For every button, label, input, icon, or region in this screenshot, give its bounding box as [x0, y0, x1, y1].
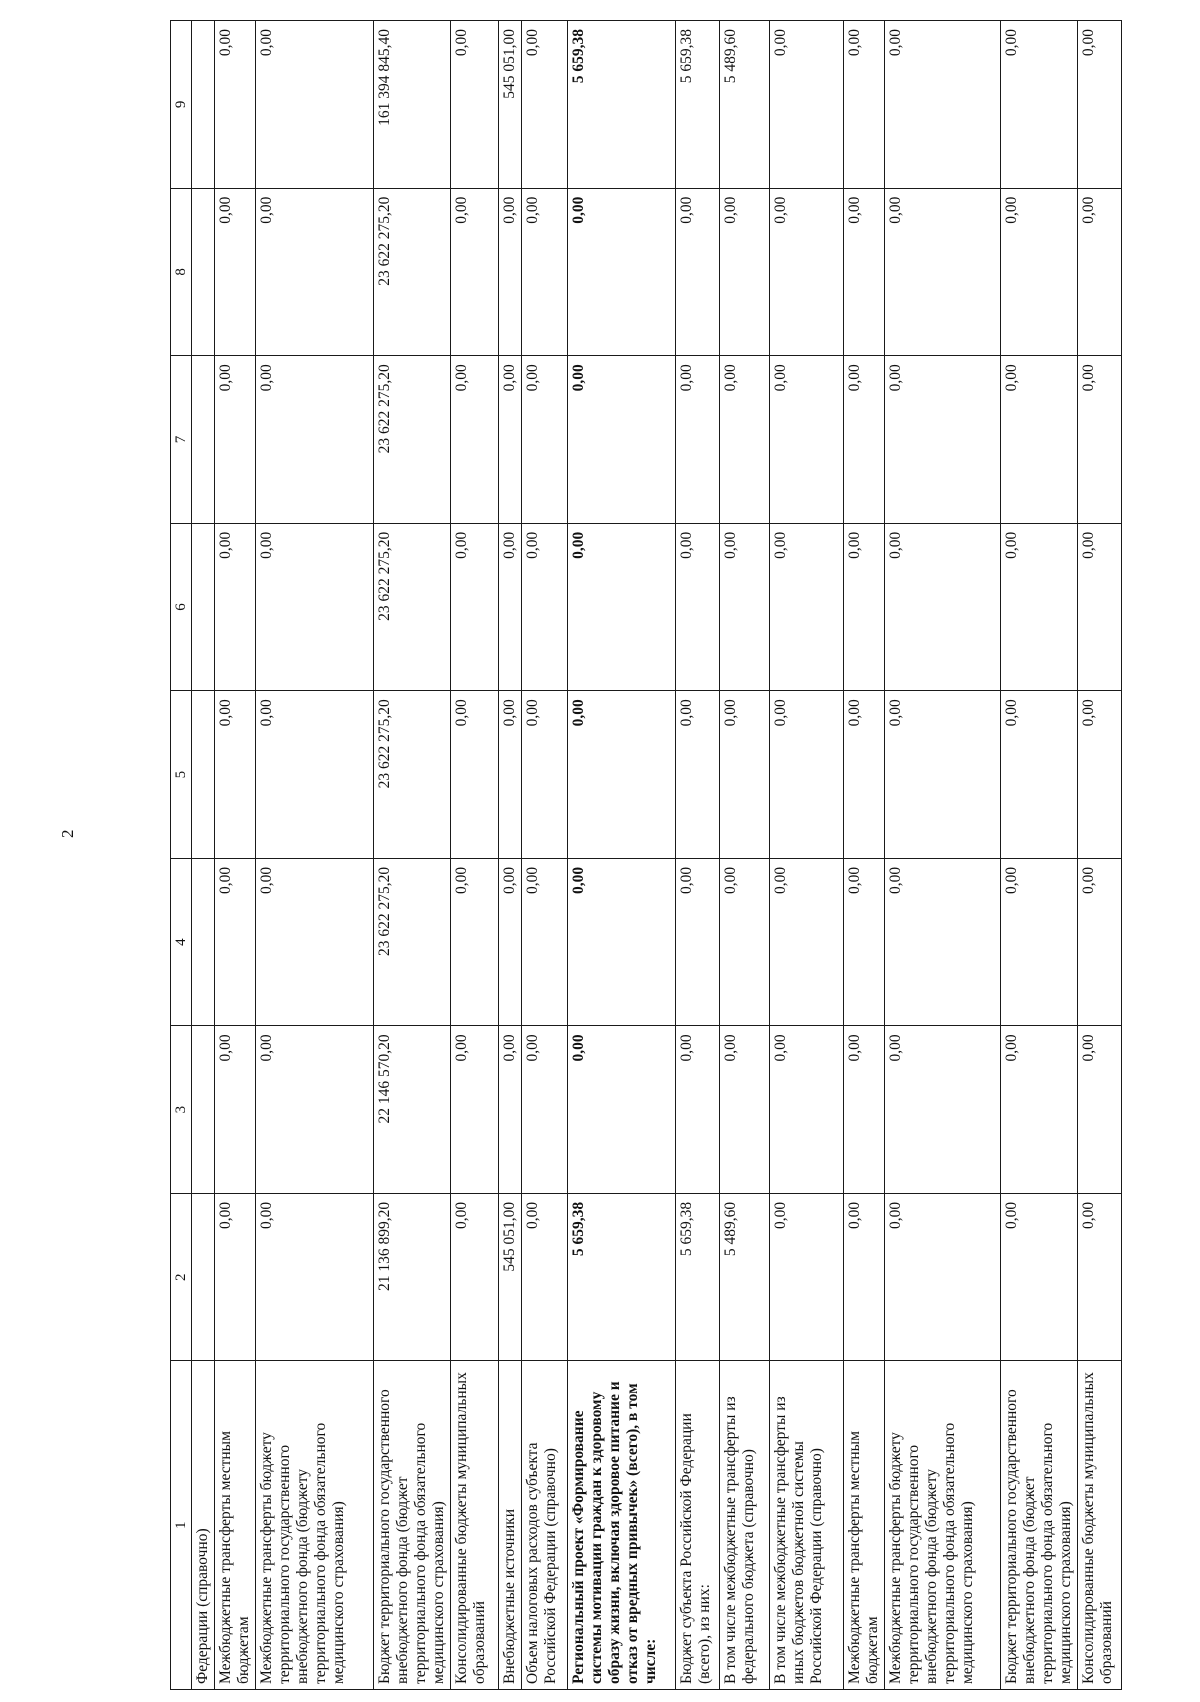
row-label-cell: Объем налоговых расходов субъекта Российской Федерации (справочно) [522, 1361, 568, 1690]
value-cell: 5 489,60 [720, 1193, 770, 1361]
column-header: 4 [171, 858, 192, 1026]
row-label-cell: Межбюджетные трансферты бюджету территориального государственного внебюджетного фонда (бюджету территориального фонда обязательного медицинского страхования) [885, 1361, 1001, 1690]
value-cell: 0,00 [770, 21, 844, 189]
value-cell: 0,00 [1001, 356, 1078, 524]
value-cell [192, 188, 215, 356]
value-cell: 0,00 [215, 1193, 256, 1361]
value-cell: 0,00 [256, 1193, 374, 1361]
row-label-cell: Межбюджетные трансферты местным бюджетам [215, 1361, 256, 1690]
table-row [1078, 21, 1122, 1690]
row-label-cell: Федерации (справочно) [192, 1361, 215, 1690]
column-header: 8 [171, 188, 192, 356]
value-cell: 0,00 [256, 21, 374, 189]
table-row [499, 21, 522, 1690]
value-cell: 0,00 [451, 21, 499, 189]
value-cell: 0,00 [676, 1026, 720, 1194]
value-cell: 0,00 [256, 1026, 374, 1194]
value-cell [192, 1193, 215, 1361]
value-cell: 0,00 [568, 356, 676, 524]
value-cell: 0,00 [720, 1026, 770, 1194]
value-cell: 0,00 [215, 21, 256, 189]
value-cell [192, 21, 215, 189]
value-cell: 0,00 [256, 523, 374, 691]
value-cell: 0,00 [215, 1026, 256, 1194]
value-cell: 5 659,38 [676, 21, 720, 189]
value-cell: 0,00 [1078, 858, 1122, 1026]
value-cell: 5 489,60 [720, 21, 770, 189]
column-header: 9 [171, 21, 192, 189]
value-cell: 0,00 [676, 691, 720, 859]
value-cell: 23 622 275,20 [374, 858, 451, 1026]
value-cell: 0,00 [1001, 1026, 1078, 1194]
value-cell: 0,00 [844, 691, 885, 859]
table-row [676, 21, 720, 1690]
value-cell: 23 622 275,20 [374, 356, 451, 524]
table-row [451, 21, 499, 1690]
row-label-cell: В том числе межбюджетные трансферты из иных бюджетов бюджетной системы Российской Федерации (справочно) [770, 1361, 844, 1690]
row-label-cell: Межбюджетные трансферты местным бюджетам [844, 1361, 885, 1690]
table-row [770, 21, 844, 1690]
value-cell: 0,00 [256, 858, 374, 1026]
table-row [1001, 21, 1078, 1690]
value-cell: 0,00 [770, 523, 844, 691]
value-cell: 0,00 [1078, 21, 1122, 189]
value-cell: 0,00 [885, 356, 1001, 524]
value-cell: 0,00 [522, 188, 568, 356]
value-cell: 0,00 [522, 356, 568, 524]
value-cell: 0,00 [1078, 1026, 1122, 1194]
value-cell: 0,00 [215, 691, 256, 859]
value-cell: 0,00 [885, 1026, 1001, 1194]
value-cell: 0,00 [676, 356, 720, 524]
value-cell: 0,00 [720, 523, 770, 691]
value-cell: 5 659,38 [568, 21, 676, 189]
column-header: 1 [171, 1361, 192, 1690]
value-cell: 0,00 [844, 188, 885, 356]
value-cell: 0,00 [215, 858, 256, 1026]
value-cell: 21 136 899,20 [374, 1193, 451, 1361]
value-cell: 0,00 [1001, 21, 1078, 189]
value-cell: 0,00 [451, 1026, 499, 1194]
value-cell: 0,00 [568, 858, 676, 1026]
value-cell: 0,00 [720, 356, 770, 524]
value-cell: 0,00 [256, 356, 374, 524]
value-cell: 0,00 [844, 356, 885, 524]
row-label-cell: В том числе межбюджетные трансферты из федерального бюджета (справочно) [720, 1361, 770, 1690]
value-cell [192, 1026, 215, 1194]
value-cell: 23 622 275,20 [374, 691, 451, 859]
value-cell: 0,00 [522, 1026, 568, 1194]
value-cell: 0,00 [885, 21, 1001, 189]
page-number: 2 [58, 829, 77, 838]
table-row [192, 21, 215, 1690]
value-cell: 0,00 [676, 523, 720, 691]
value-cell: 0,00 [568, 1026, 676, 1194]
value-cell: 0,00 [844, 1026, 885, 1194]
row-label-cell: Региональный проект «Формирование системы мотивации граждан к здоровому образу жизни, включая здоровое питание и отказ от вредных привычек» (всего), в том числе: [568, 1361, 676, 1690]
value-cell: 0,00 [215, 523, 256, 691]
row-label-cell: Консолидированные бюджеты муниципальных образований [1078, 1361, 1122, 1690]
value-cell: 0,00 [499, 858, 522, 1026]
value-cell: 0,00 [1078, 356, 1122, 524]
value-cell: 0,00 [844, 858, 885, 1026]
row-label-cell: Межбюджетные трансферты бюджету территориального государственного внебюджетного фонда (бюджету территориального фонда обязательного медицинского страхования) [256, 1361, 374, 1690]
column-header: 3 [171, 1026, 192, 1194]
value-cell: 22 146 570,20 [374, 1026, 451, 1194]
value-cell: 0,00 [499, 1026, 522, 1194]
value-cell: 0,00 [499, 691, 522, 859]
value-cell: 0,00 [451, 1193, 499, 1361]
row-label-cell: Бюджет территориального государственного внебюджетного фонда (бюджет территориального фонда обязательного медицинского страхования) [374, 1361, 451, 1690]
value-cell: 161 394 845,40 [374, 21, 451, 189]
value-cell: 0,00 [770, 1026, 844, 1194]
value-cell: 5 659,38 [568, 1193, 676, 1361]
table-row [885, 21, 1001, 1690]
column-header: 6 [171, 523, 192, 691]
value-cell: 0,00 [451, 188, 499, 356]
table-row [256, 21, 374, 1690]
value-cell: 0,00 [844, 21, 885, 189]
value-cell: 0,00 [770, 188, 844, 356]
row-label-cell: Бюджет территориального государственного внебюджетного фонда (бюджет территориального фонда обязательного медицинского страхования) [1001, 1361, 1078, 1690]
value-cell: 0,00 [1078, 188, 1122, 356]
value-cell: 0,00 [451, 356, 499, 524]
value-cell: 0,00 [720, 858, 770, 1026]
column-header: 2 [171, 1193, 192, 1361]
value-cell: 0,00 [720, 188, 770, 356]
value-cell: 0,00 [568, 523, 676, 691]
value-cell: 5 659,38 [676, 1193, 720, 1361]
value-cell: 0,00 [451, 523, 499, 691]
value-cell: 0,00 [770, 356, 844, 524]
value-cell: 0,00 [215, 188, 256, 356]
value-cell: 0,00 [844, 1193, 885, 1361]
value-cell: 0,00 [676, 858, 720, 1026]
rotated-page [170, 20, 1115, 1690]
value-cell: 0,00 [1001, 188, 1078, 356]
column-header: 5 [171, 691, 192, 859]
value-cell: 0,00 [885, 523, 1001, 691]
value-cell: 0,00 [499, 356, 522, 524]
value-cell: 0,00 [770, 858, 844, 1026]
value-cell: 0,00 [844, 523, 885, 691]
value-cell: 0,00 [770, 691, 844, 859]
value-cell: 0,00 [256, 188, 374, 356]
value-cell: 0,00 [568, 188, 676, 356]
row-label-cell: Бюджет субъекта Российской Федерации (всего), из них: [676, 1361, 720, 1690]
value-cell: 0,00 [568, 691, 676, 859]
value-cell: 0,00 [676, 188, 720, 356]
value-cell: 0,00 [522, 523, 568, 691]
row-label-cell: Внебюджетные источники [499, 1361, 522, 1690]
value-cell: 0,00 [885, 1193, 1001, 1361]
column-header: 7 [171, 356, 192, 524]
value-cell: 0,00 [885, 188, 1001, 356]
table-row [215, 21, 256, 1690]
value-cell: 0,00 [499, 523, 522, 691]
budget-table [170, 20, 1122, 1690]
value-cell: 0,00 [499, 188, 522, 356]
table-row [720, 21, 770, 1690]
table-row [374, 21, 451, 1690]
value-cell: 0,00 [1078, 691, 1122, 859]
value-cell: 0,00 [256, 691, 374, 859]
table-row-project-total [568, 21, 676, 1690]
value-cell: 0,00 [1001, 523, 1078, 691]
value-cell: 0,00 [522, 691, 568, 859]
value-cell: 0,00 [215, 356, 256, 524]
value-cell: 0,00 [1078, 523, 1122, 691]
value-cell: 0,00 [1001, 691, 1078, 859]
value-cell: 545 051,00 [499, 1193, 522, 1361]
value-cell: 0,00 [720, 691, 770, 859]
value-cell: 0,00 [1001, 1193, 1078, 1361]
value-cell [192, 691, 215, 859]
value-cell: 0,00 [451, 858, 499, 1026]
value-cell: 0,00 [1078, 1193, 1122, 1361]
table-row [522, 21, 568, 1690]
value-cell: 545 051,00 [499, 21, 522, 189]
value-cell [192, 858, 215, 1026]
table-header-row [171, 21, 192, 1690]
value-cell: 0,00 [451, 691, 499, 859]
row-label-cell: Консолидированные бюджеты муниципальных образований [451, 1361, 499, 1690]
value-cell [192, 356, 215, 524]
value-cell: 0,00 [522, 21, 568, 189]
value-cell: 0,00 [885, 858, 1001, 1026]
table-body [171, 21, 1122, 1690]
value-cell: 0,00 [770, 1193, 844, 1361]
table-row [844, 21, 885, 1690]
value-cell: 23 622 275,20 [374, 523, 451, 691]
value-cell: 0,00 [885, 691, 1001, 859]
value-cell: 0,00 [1001, 858, 1078, 1026]
value-cell: 0,00 [522, 858, 568, 1026]
value-cell: 23 622 275,20 [374, 188, 451, 356]
value-cell: 0,00 [522, 1193, 568, 1361]
value-cell [192, 523, 215, 691]
